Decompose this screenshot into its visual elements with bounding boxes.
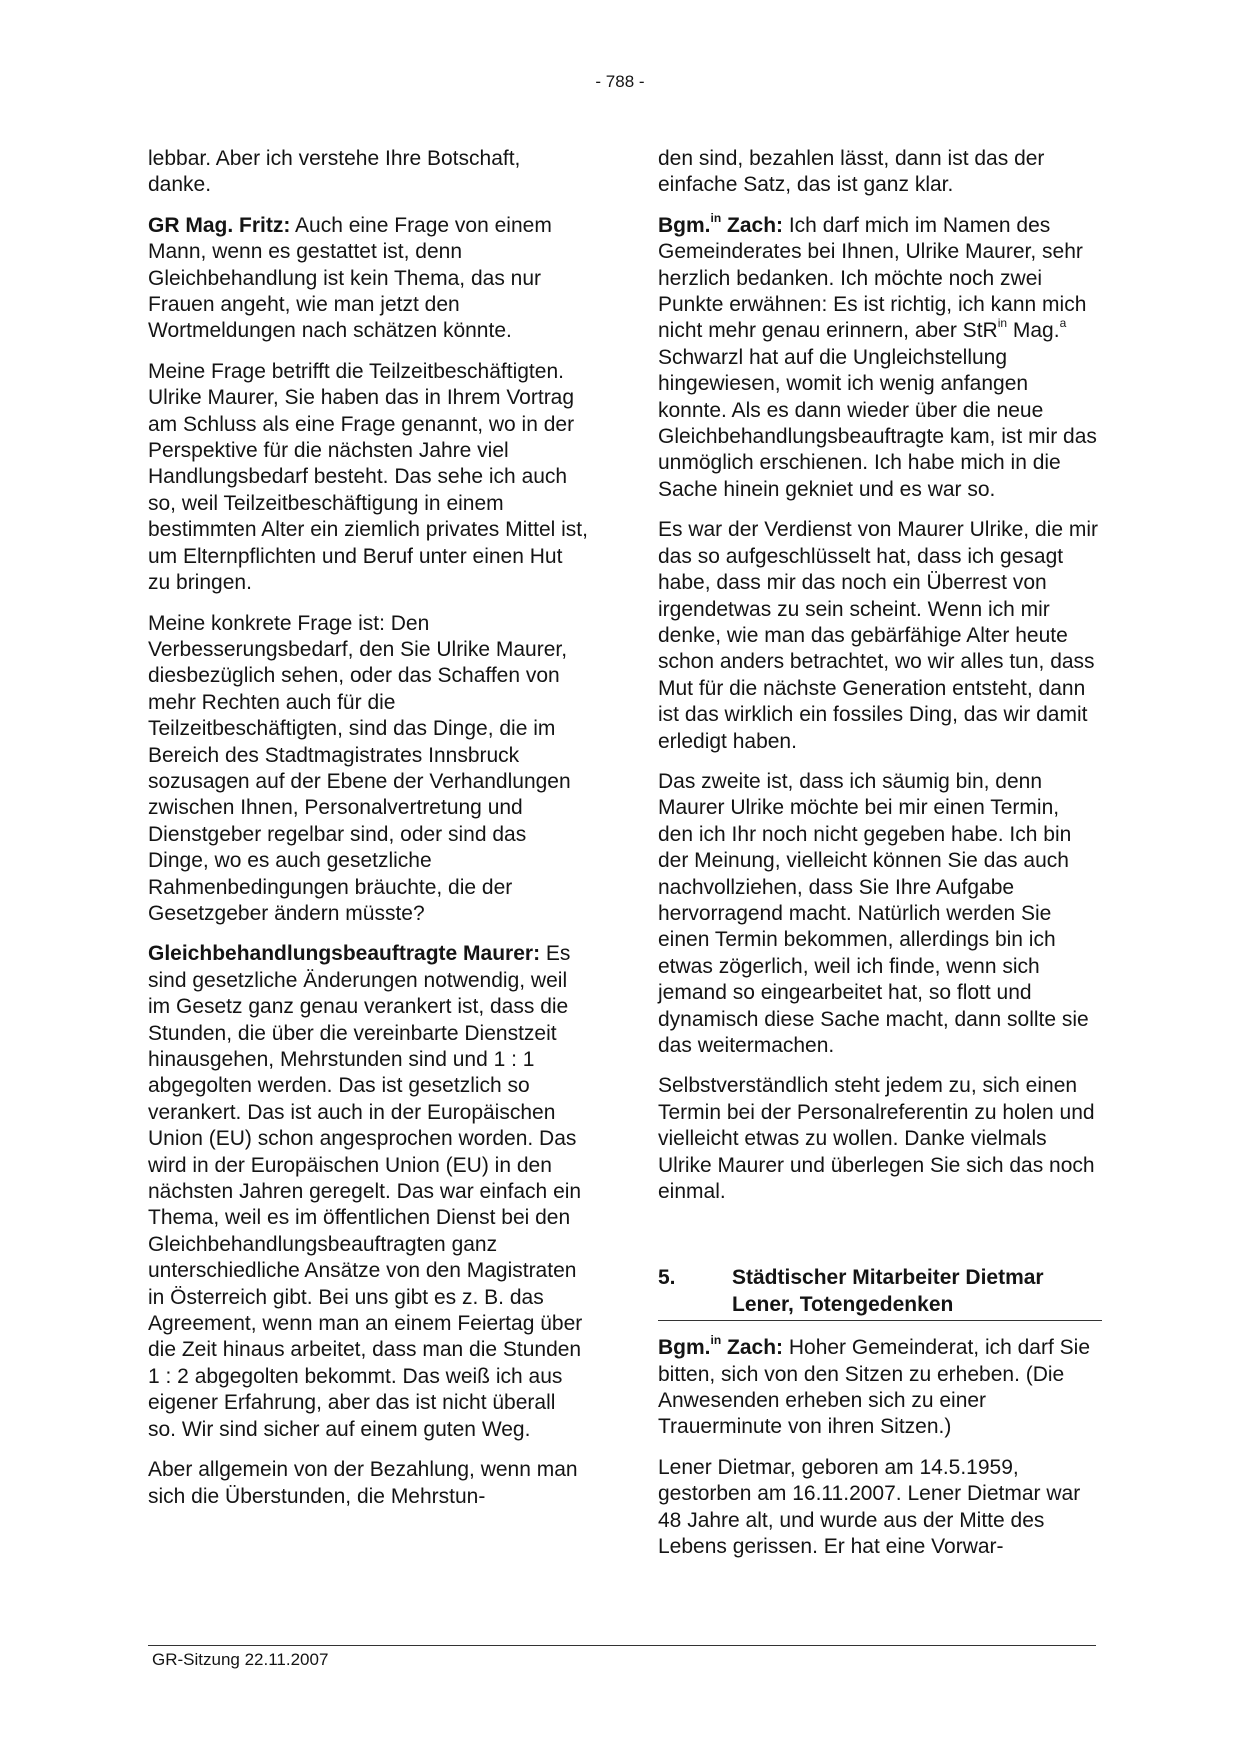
- paragraph: [148, 213, 588, 345]
- paragraph: [658, 210, 1098, 503]
- speaker-name: Bgm.$^{in}$ Zach:: [658, 1333, 784, 1360]
- paragraph: Selbstverständlich steht jedem zu, sich einen Termin bei der Personalreferentin zu holen und vielleicht etwas zu wollen. Danke vielmals Ulrike Maurer und überlegen Sie sich das noch einmal.: [658, 1074, 1095, 1204]
- left-column: [148, 146, 588, 1524]
- speech-text: Es sind gesetzliche Änderungen notwendig, weil im Gesetz ganz genau verankert ist, dass die Stunden, die über die vereinbarte Dienstzeit hinausgehen, Mehrstunden sind und 1 : 1 abgegolten werden. Das ist gesetzlich so verankert. Das ist auch in der Europäischen Union (EU) schon angesprochen worden. Das wird in der Europäischen Union (EU) in den nächsten Jahren geregelt. Das war einfach ein Thema, weil es im öffentlichen Dienst bei den Gleichbehandlungsbeauftragten ganz unterschiedliche Ansätze von den Magistraten in Österreich gibt. Bei uns gibt es z. B. das Agreement, wenn man an einem Feiertag über die Zeit hinaus arbeitet, dass man die Stunden 1 : 2 abgegolten bekommt. Das weiß ich aus eigener Erfahrung, aber das ist nicht überall so. Wir sind sicher auf einem guten Weg.: [148, 942, 583, 1441]
- paragraph: Meine konkrete Frage ist: Den Verbesserungsbedarf, den Sie Ulrike Maurer, diesbezüglich sehen, oder das Schaffen von mehr Rechten auch für die Teilzeitbeschäftigten, sind das Dinge, die im Bereich des Stadtmagistrates Innsbruck sozusagen auf der Ebene der Verhandlungen zwischen Ihnen, Personalvertretung und Dienstgeber regelbar sind, oder sind das Dinge, wo es auch gesetzliche Rahmenbedingungen bräuchte, die der Gesetzgeber ändern müsste?: [148, 611, 571, 925]
- right-column: [658, 146, 1098, 1575]
- speech-text: Auch eine Frage von einem Mann, wenn es gestattet ist, denn Gleichbehandlung ist kein Thema, das nur Frauen angeht, wie man jetzt den Wortmeldungen nach schätzen könnte.: [148, 213, 552, 343]
- paragraph: Meine Frage betrifft die Teilzeitbeschäftigten. Ulrike Maurer, Sie haben das in Ihrem Vortrag am Schluss als eine Frage genannt, wo in der Perspektive für die nächsten Jahre viel Handlungsbedarf besteht. Das sehe ich auch so, weil Teilzeitbeschäftigung in einem bestimmten Alter ein ziemlich privates Mittel ist, um Elternpflichten und Beruf unter einen Hut zu bringen.: [148, 359, 588, 595]
- paragraph: Lener Dietmar, geboren am 14.5.1959, gestorben am 16.11.2007. Lener Dietmar war 48 Jahre alt, und wurde aus der Mitte des Lebens gerissen. Er hat eine Vorwar-: [658, 1455, 1081, 1559]
- page-number: - 788 -: [595, 72, 645, 91]
- speaker-name: GR Mag. Fritz:: [148, 213, 291, 237]
- paragraph: den sind, bezahlen lässt, dann ist das der einfache Satz, das ist ganz klar.: [658, 147, 1045, 197]
- paragraph: Das zweite ist, dass ich säumig bin, denn Maurer Ulrike möchte bei mir einen Termin, den ich Ihr noch nicht gegeben habe. Ich bin der Meinung, vielleicht können Sie das auch nachvollziehen, dass Sie Ihre Aufgabe hervorragend macht. Natürlich werden Sie einen Termin bekommen, allerdings bin ich etwas zögerlich, weil ich finde, wenn sich jemand so eingearbeitet hat, so flott und dynamisch diese Sache macht, dann sollte sie das weitermachen.: [658, 769, 1089, 1057]
- section-number: 5.: [658, 1266, 676, 1290]
- section-heading: [658, 1265, 1102, 1321]
- paragraph: [148, 941, 588, 1443]
- section-title: Städtischer Mitarbeiter Dietmar Lener, Totengedenken: [732, 1266, 1044, 1316]
- footer-text: GR-Sitzung 22.11.2007: [152, 1650, 329, 1669]
- speaker-name: Bgm.$^{in}$ Zach:: [658, 210, 784, 237]
- speech-text: Hoher Gemeinderat, ich darf Sie bitten, sich von den Sitzen zu erheben. (Die Anwesenden erheben sich zu einer Trauerminute von ihren Sitzen.): [658, 1336, 1090, 1439]
- paragraph: [658, 1335, 1098, 1441]
- paragraph: lebbar. Aber ich verstehe Ihre Botschaft, danke.: [148, 147, 521, 197]
- speech-text: Ich darf mich im Namen des Gemeinderates bei Ihnen, Ulrike Maurer, sehr herzlich bedanken. Ich möchte noch zwei Punkte erwähnen: Es ist richtig, ich kann mich nicht mehr genau erinnern, aber StR$^{in}$ Mag.$^a$ Schwarzl hat auf die Ungleichstellung hingewiesen, womit ich wenig anfangen konnte. Als es dann wieder über die neue Gleichbehandlungsbeauftragte kam, ist mir das unmöglich erschienen. Ich habe mich in die Sache hinein gekniet und es war so.: [658, 213, 1097, 501]
- footer-divider: [148, 1645, 1096, 1646]
- speaker-name: Gleichbehandlungsbeauftragte Maurer:: [148, 942, 541, 966]
- paragraph: Aber allgemein von der Bezahlung, wenn man sich die Überstunden, die Mehrstun-: [148, 1458, 578, 1508]
- paragraph: Es war der Verdienst von Maurer Ulrike, die mir das so aufgeschlüsselt hat, dass ich gesagt habe, dass mir das noch ein Überrest von irgendetwas zu sein scheint. Wenn ich mir denke, wie man das gebärfähige Alter heute schon anders betrachtet, wo wir alles tun, dass Mut für die nächste Generation entsteht, dann ist das wirklich ein fossiles Ding, das wir damit erledigt haben.: [658, 518, 1098, 753]
